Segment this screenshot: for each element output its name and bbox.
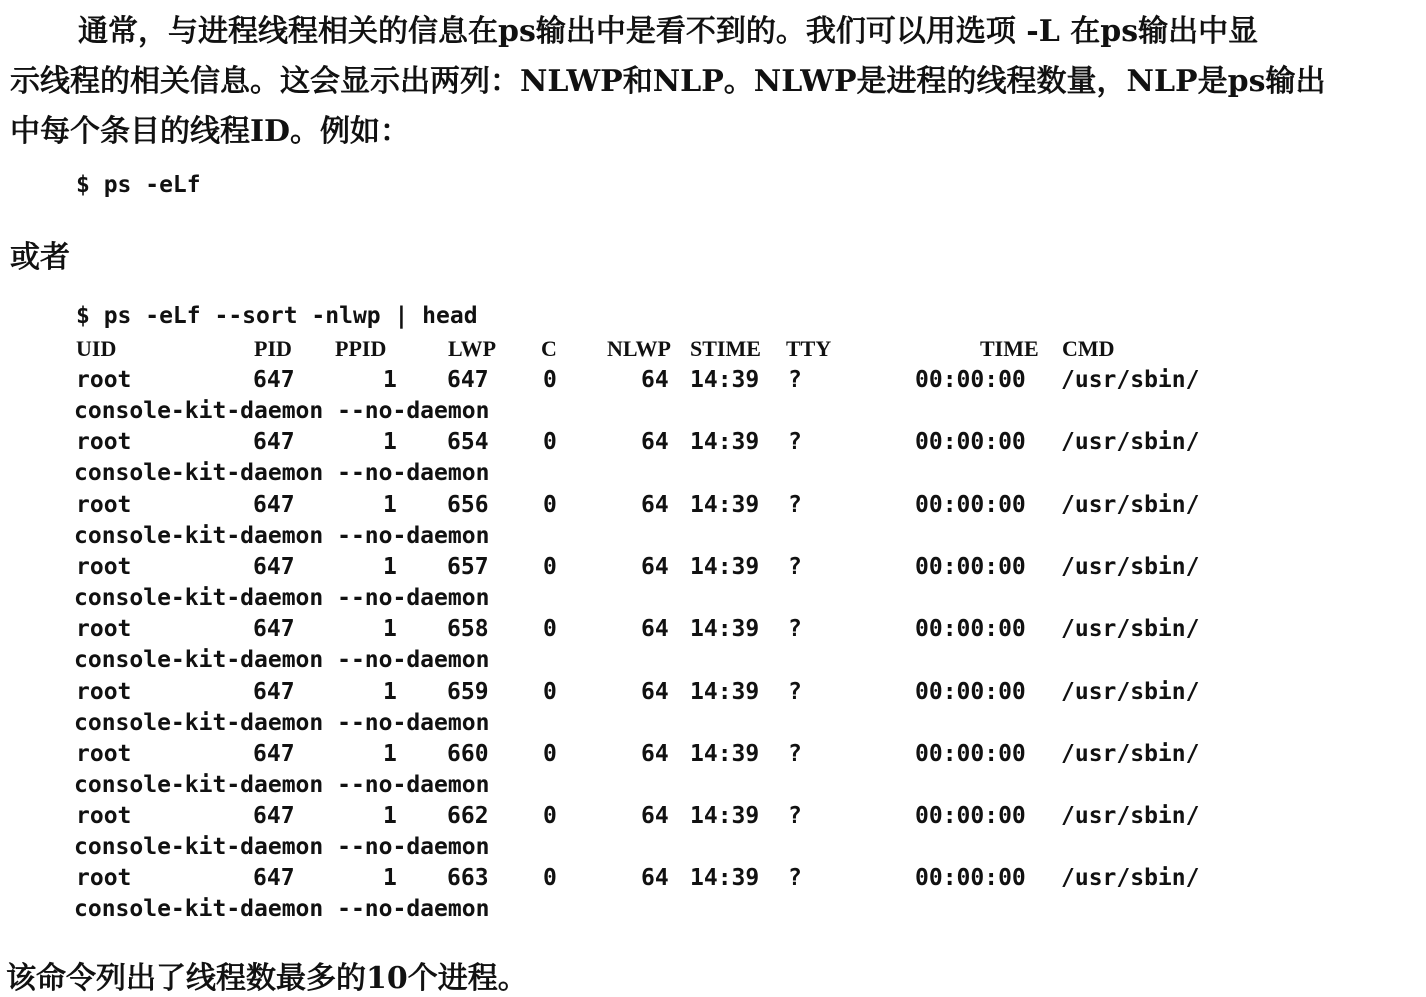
- command-ps-sort-head: $ ps -eLf --sort -nlwp | head: [76, 303, 478, 329]
- cell-ppid: 1: [383, 429, 397, 455]
- cell-cmd: /usr/sbin/: [1061, 367, 1200, 393]
- cell-uid: root: [76, 367, 132, 393]
- header-nlwp: NLWP: [607, 336, 671, 361]
- cell-stime: 14:39: [690, 367, 760, 393]
- cell-tty: ?: [788, 865, 802, 891]
- cell-c: 0: [543, 367, 557, 393]
- cmd-continuation: console-kit-daemon --no-daemon: [74, 585, 490, 611]
- cell-c: 0: [543, 741, 557, 767]
- cell-c: 0: [543, 554, 557, 580]
- cell-c: 0: [543, 803, 557, 829]
- cell-lwp: 663: [447, 865, 489, 891]
- cell-cmd: /usr/sbin/: [1061, 554, 1200, 580]
- cell-ppid: 1: [383, 492, 397, 518]
- cell-cmd: /usr/sbin/: [1061, 679, 1200, 705]
- table-row: [0, 679, 1426, 711]
- cell-ppid: 1: [383, 679, 397, 705]
- cell-nlwp: 64: [641, 429, 669, 455]
- cell-lwp: 657: [447, 554, 489, 580]
- table-header-row: [0, 336, 1426, 368]
- cmd-continuation: console-kit-daemon --no-daemon: [74, 772, 490, 798]
- cell-uid: root: [76, 429, 132, 455]
- cell-ppid: 1: [383, 803, 397, 829]
- cell-lwp: 658: [447, 616, 489, 642]
- cell-ppid: 1: [383, 865, 397, 891]
- cell-lwp: 647: [447, 367, 489, 393]
- cell-nlwp: 64: [641, 741, 669, 767]
- cell-pid: 647: [253, 429, 295, 455]
- table-row: [0, 554, 1426, 586]
- cell-time: 00:00:00: [915, 429, 1026, 455]
- cell-lwp: 656: [447, 492, 489, 518]
- cell-time: 00:00:00: [915, 554, 1026, 580]
- cell-uid: root: [76, 616, 132, 642]
- cell-stime: 14:39: [690, 865, 760, 891]
- cell-time: 00:00:00: [915, 679, 1026, 705]
- cell-c: 0: [543, 616, 557, 642]
- cell-stime: 14:39: [690, 803, 760, 829]
- cell-uid: root: [76, 865, 132, 891]
- cell-cmd: /usr/sbin/: [1061, 429, 1200, 455]
- conclusion-text: 该命令列出了线程数最多的10个进程。: [6, 961, 528, 996]
- table-row: [0, 741, 1426, 773]
- cell-ppid: 1: [383, 554, 397, 580]
- cell-stime: 14:39: [690, 492, 760, 518]
- table-row: [0, 429, 1426, 461]
- cmd-continuation: console-kit-daemon --no-daemon: [74, 460, 490, 486]
- cell-nlwp: 64: [641, 616, 669, 642]
- cell-time: 00:00:00: [915, 741, 1026, 767]
- cell-cmd: /usr/sbin/: [1061, 492, 1200, 518]
- cell-c: 0: [543, 429, 557, 455]
- cmd-continuation: console-kit-daemon --no-daemon: [74, 398, 490, 424]
- cell-nlwp: 64: [641, 367, 669, 393]
- cell-pid: 647: [253, 367, 295, 393]
- cell-uid: root: [76, 803, 132, 829]
- cell-nlwp: 64: [641, 803, 669, 829]
- cell-pid: 647: [253, 679, 295, 705]
- cmd-continuation: console-kit-daemon --no-daemon: [74, 834, 490, 860]
- intro-line-3: 中每个条目的线程ID。例如：: [10, 114, 411, 149]
- cell-ppid: 1: [383, 616, 397, 642]
- cell-cmd: /usr/sbin/: [1061, 865, 1200, 891]
- cell-nlwp: 64: [641, 554, 669, 580]
- cell-lwp: 660: [447, 741, 489, 767]
- cell-c: 0: [543, 492, 557, 518]
- cell-nlwp: 64: [641, 865, 669, 891]
- cmd-continuation: console-kit-daemon --no-daemon: [74, 647, 490, 673]
- cell-stime: 14:39: [690, 679, 760, 705]
- cell-nlwp: 64: [641, 679, 669, 705]
- cell-tty: ?: [788, 554, 802, 580]
- cell-time: 00:00:00: [915, 492, 1026, 518]
- cell-lwp: 659: [447, 679, 489, 705]
- cell-pid: 647: [253, 554, 295, 580]
- cell-pid: 647: [253, 803, 295, 829]
- table-row: [0, 865, 1426, 897]
- cell-tty: ?: [788, 616, 802, 642]
- cell-pid: 647: [253, 492, 295, 518]
- table-row: [0, 616, 1426, 648]
- cell-tty: ?: [788, 492, 802, 518]
- header-pid: PID: [254, 336, 292, 361]
- cmd-continuation: console-kit-daemon --no-daemon: [74, 710, 490, 736]
- cell-tty: ?: [788, 429, 802, 455]
- cell-pid: 647: [253, 741, 295, 767]
- cell-ppid: 1: [383, 741, 397, 767]
- cell-time: 00:00:00: [915, 616, 1026, 642]
- cell-c: 0: [543, 865, 557, 891]
- table-row: [0, 367, 1426, 399]
- header-ppid: PPID: [335, 336, 387, 361]
- cell-pid: 647: [253, 865, 295, 891]
- cell-cmd: /usr/sbin/: [1061, 803, 1200, 829]
- cell-c: 0: [543, 679, 557, 705]
- cell-uid: root: [76, 741, 132, 767]
- cell-stime: 14:39: [690, 429, 760, 455]
- header-time: TIME: [980, 336, 1039, 361]
- cell-time: 00:00:00: [915, 367, 1026, 393]
- command-ps-elf: $ ps -eLf: [76, 172, 201, 198]
- table-row: [0, 803, 1426, 835]
- cell-ppid: 1: [383, 367, 397, 393]
- cell-pid: 647: [253, 616, 295, 642]
- intro-line-2: 示线程的相关信息。这会显示出两列：NLWP和NLP。NLWP是进程的线程数量，NLP是ps输出: [10, 64, 1326, 99]
- header-stime: STIME: [690, 336, 761, 361]
- cell-nlwp: 64: [641, 492, 669, 518]
- cell-time: 00:00:00: [915, 803, 1026, 829]
- cell-tty: ?: [788, 367, 802, 393]
- cmd-continuation: console-kit-daemon --no-daemon: [74, 523, 490, 549]
- header-c: C: [541, 336, 557, 361]
- cell-tty: ?: [788, 803, 802, 829]
- cell-tty: ?: [788, 679, 802, 705]
- cell-stime: 14:39: [690, 554, 760, 580]
- header-lwp: LWP: [448, 336, 497, 361]
- cell-lwp: 662: [447, 803, 489, 829]
- intro-line-1: 通常，与进程线程相关的信息在ps输出中是看不到的。我们可以用选项 -L 在ps输出中显: [78, 14, 1259, 49]
- cmd-continuation: console-kit-daemon --no-daemon: [74, 896, 490, 922]
- cell-tty: ?: [788, 741, 802, 767]
- cell-time: 00:00:00: [915, 865, 1026, 891]
- or-text: 或者: [10, 240, 70, 275]
- table-row: [0, 492, 1426, 524]
- cell-uid: root: [76, 679, 132, 705]
- header-tty: TTY: [786, 336, 832, 361]
- cell-uid: root: [76, 492, 132, 518]
- cell-lwp: 654: [447, 429, 489, 455]
- cell-cmd: /usr/sbin/: [1061, 741, 1200, 767]
- header-uid: UID: [76, 336, 117, 361]
- header-cmd: CMD: [1062, 336, 1115, 361]
- cell-uid: root: [76, 554, 132, 580]
- cell-cmd: /usr/sbin/: [1061, 616, 1200, 642]
- cell-stime: 14:39: [690, 741, 760, 767]
- cell-stime: 14:39: [690, 616, 760, 642]
